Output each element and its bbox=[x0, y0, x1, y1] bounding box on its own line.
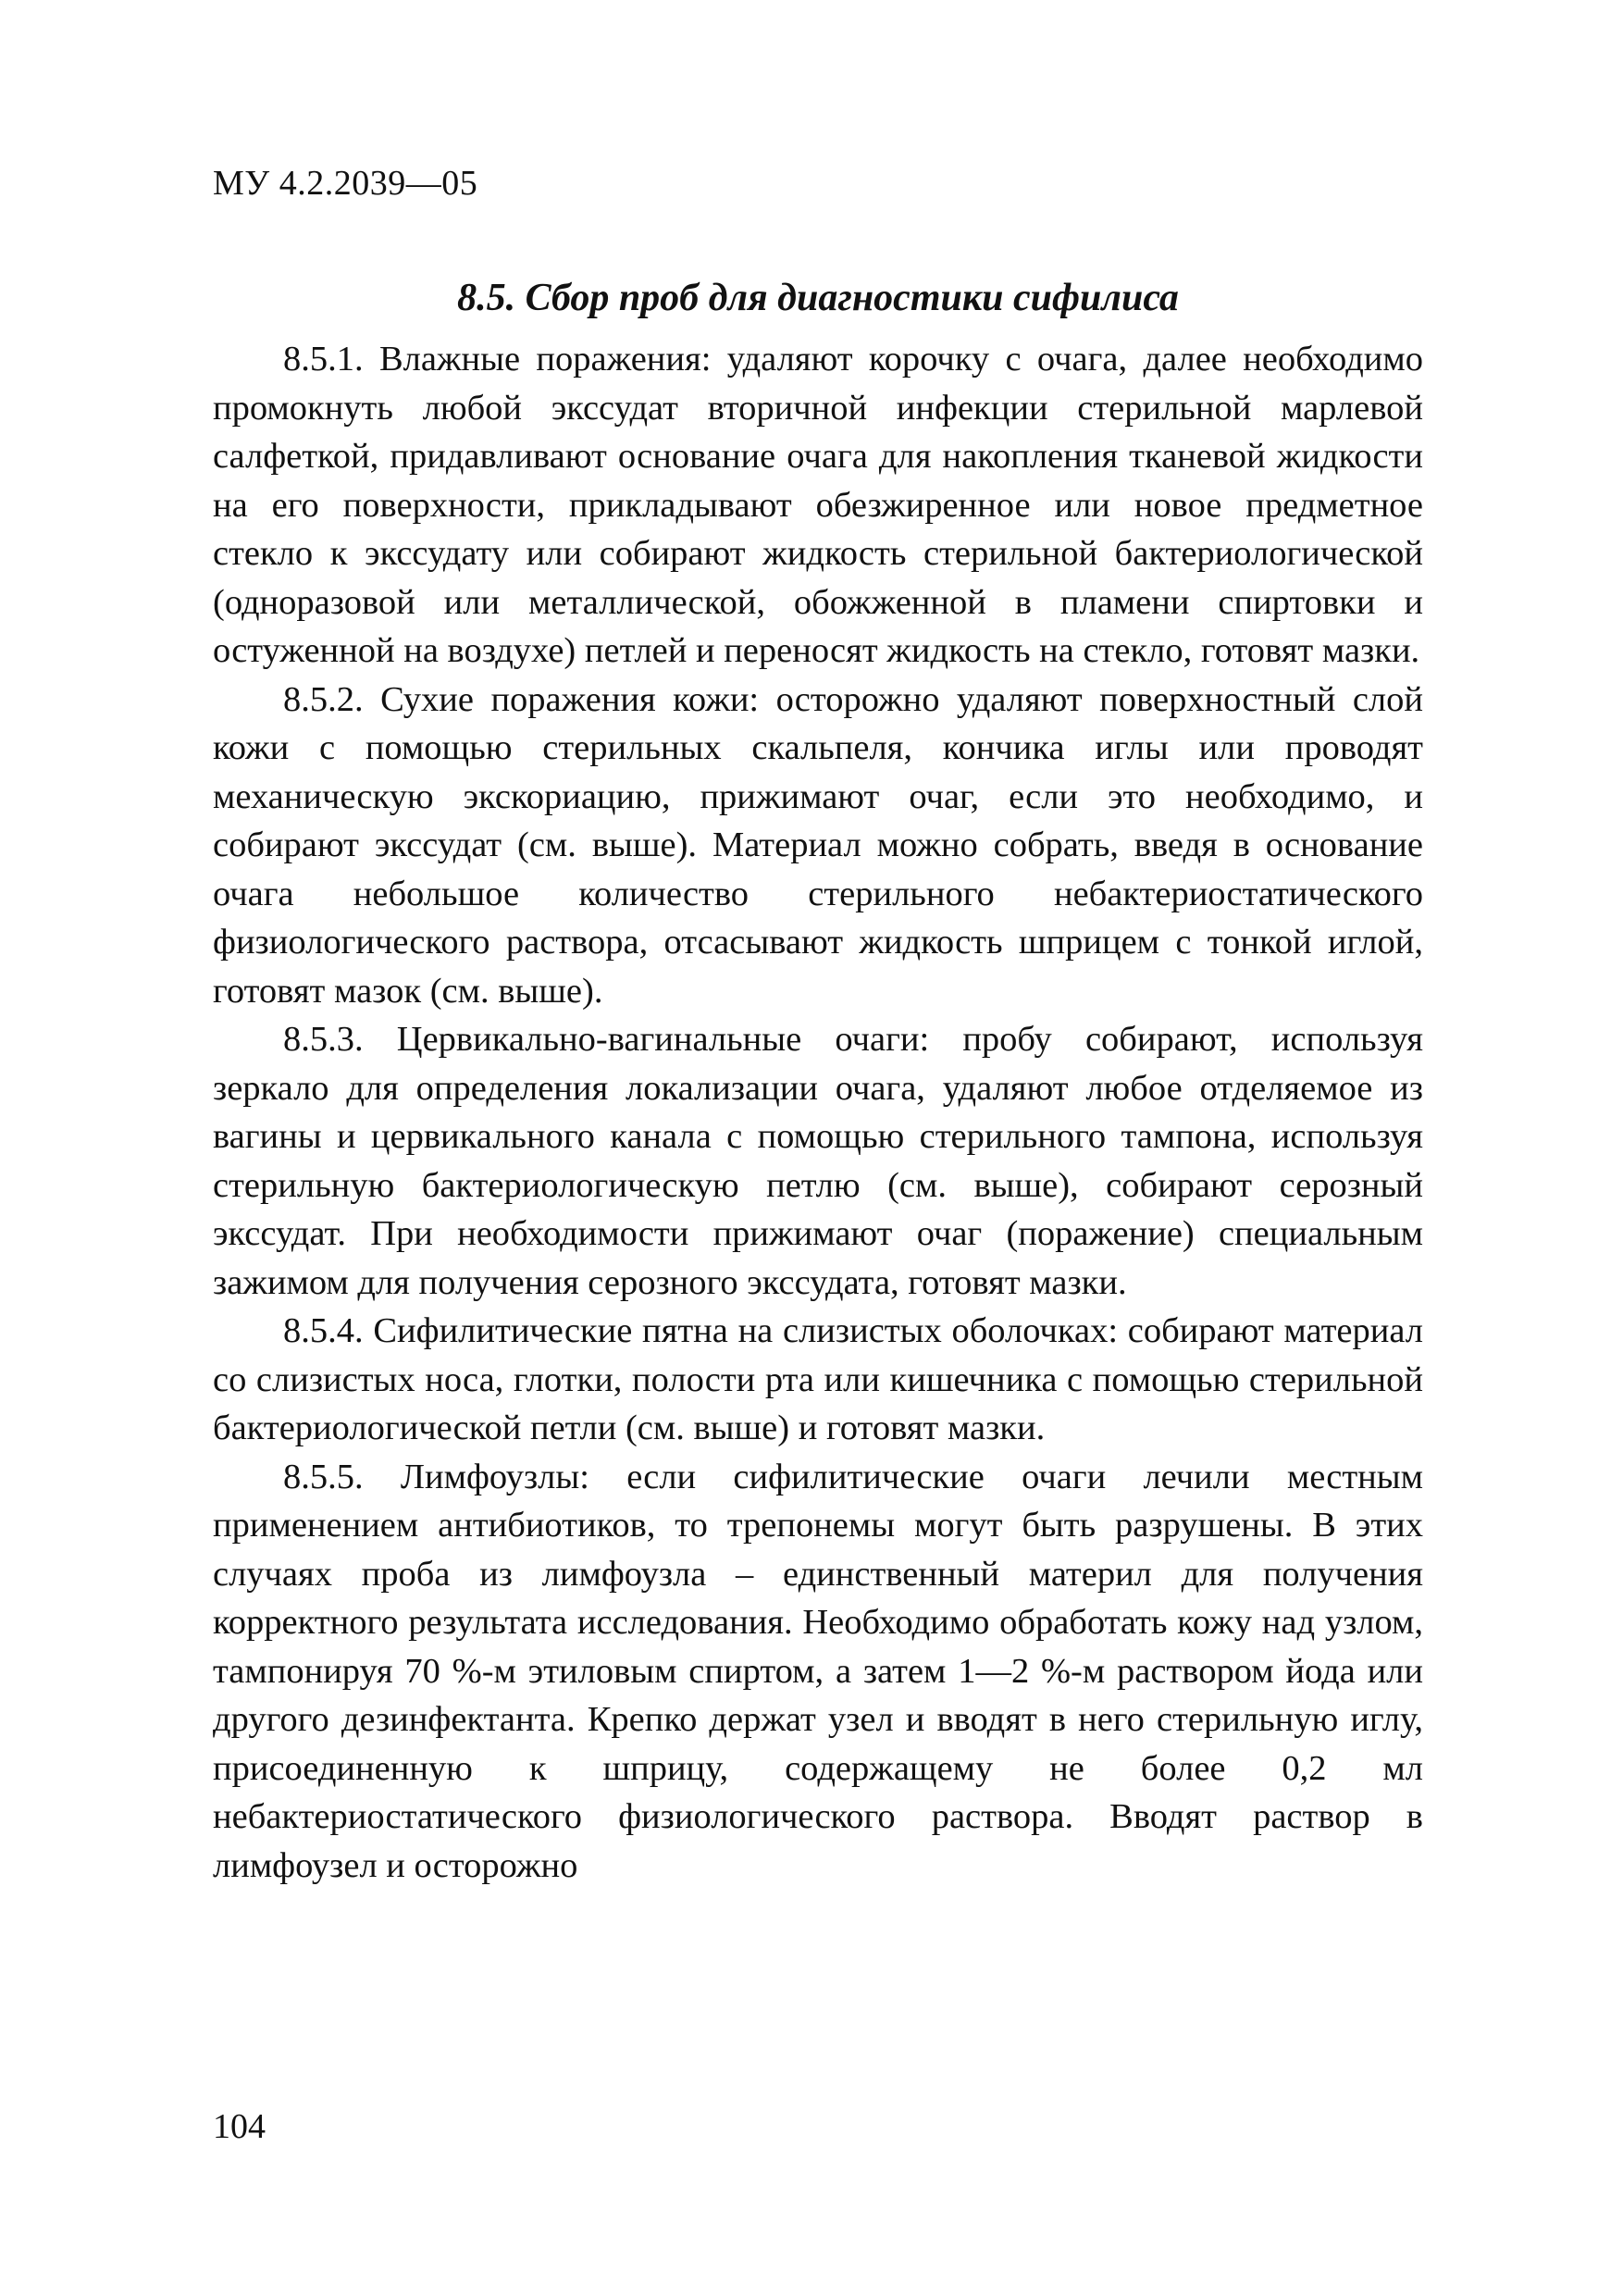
section-title: 8.5. Сбор проб для диагностики сифилиса bbox=[457, 277, 1179, 319]
paragraph-8-5-5: 8.5.5. Лимфоузлы: если сифилитические очаги лечили местным применением антибиотиков, то трепонемы могут быть разрушены. В этих случаях проба из лимфоузла – единственный материл для получения корректного результата исследования. Необходимо обработать кожу над узлом, тампонируя 70 %-м этиловым спиртом, а затем 1—2 %-м раствором йода или другого дезинфектанта. Крепко держат узел и вводят в него стерильную иглу, присоединенную к шприцу, содержащему не более 0,2 мл небактериостатического физиологического раствора. Вводят раствор в лимфоузел и осторожно bbox=[213, 1457, 1423, 1885]
body-text bbox=[213, 335, 1423, 1890]
page-number: 104 bbox=[213, 2107, 266, 2146]
document-code: МУ 4.2.2039—05 bbox=[213, 164, 478, 203]
paragraph-8-5-4: 8.5.4. Сифилитические пятна на слизистых оболочках: собирают материал со слизистых носа, глотки, полости рта или кишечника с помощью стерильной бактериологической петли (см. выше) и готовят мазки. bbox=[213, 1311, 1423, 1447]
paragraph-8-5-2: 8.5.2. Сухие поражения кожи: осторожно удаляют поверхностный слой кожи с помощью стерильных скальпеля, кончика иглы или проводят механическую экскориацию, прижимают очаг, если это необходимо, и собирают экссудат (см. выше). Материал можно собрать, введя в основание очага небольшое количество стерильного небактериостатического физиологического раствора, отсасывают жидкость шприцем с тонкой иглой, готовят мазок (см. выше). bbox=[213, 679, 1423, 1011]
paragraph-8-5-3: 8.5.3. Цервикально-вагинальные очаги: пробу собирают, используя зеркало для определения локализации очага, удаляют любое отделяемое из вагины и цервикального канала с помощью стерильного тампона, используя стерильную бактериологическую петлю (см. выше), собирают серозный экссудат. При необходимости прижимают очаг (поражение) специальным зажимом для получения серозного экссудата, готовят мазки. bbox=[213, 1020, 1423, 1302]
paragraph-8-5-1: 8.5.1. Влажные поражения: удаляют корочку с очага, далее необходимо промокнуть любой экссудат вторичной инфекции стерильной марлевой салфеткой, придавливают основание очага для накопления тканевой жидкости на его поверхности, прикладывают обезжиренное или новое предметное стекло к экссудату или собирают жидкость стерильной бактериологической (одноразовой или металлической, обожженной в пламени спиртовки и остуженной на воздухе) петлей и переносят жидкость на стекло, готовят мазки. bbox=[213, 340, 1423, 670]
